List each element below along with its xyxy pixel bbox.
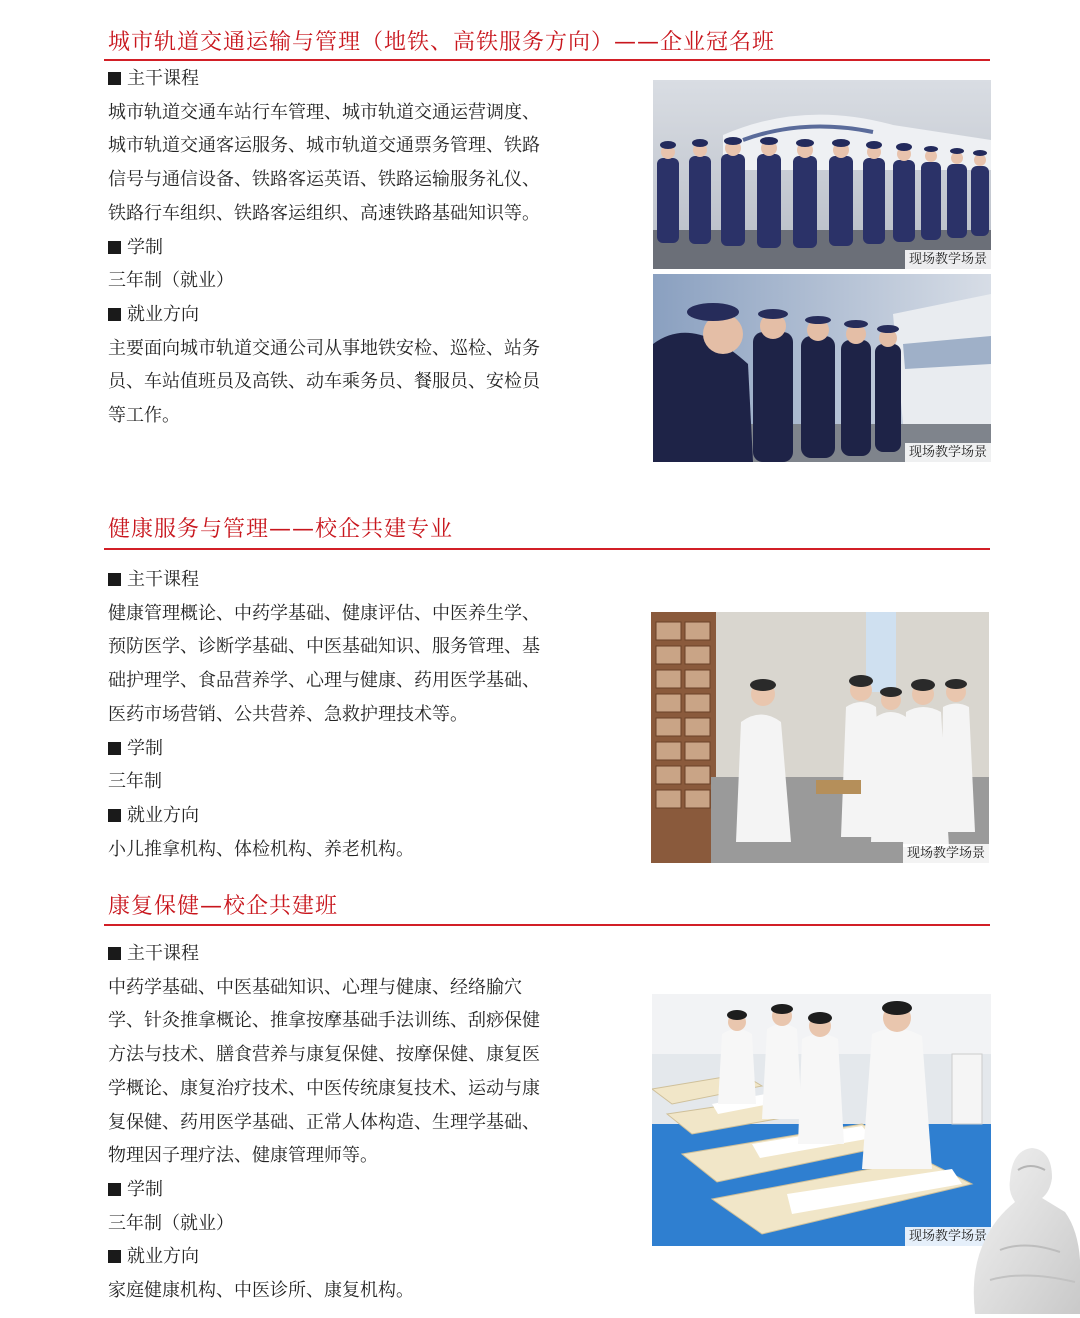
course-heading: 主干课程 <box>108 563 548 597</box>
section-divider <box>104 548 990 550</box>
career-text: 主要面向城市轨道交通公司从事地铁安检、巡检、站务员、车站值班员及高铁、动车乘务员、餐服员、安检员等工作。 <box>108 337 540 427</box>
duration-heading: 学制 <box>108 732 548 766</box>
course-list: 城市轨道交通车站行车管理、城市轨道交通运营调度、城市轨道交通客运服务、城市轨道交通票务管理、铁路信号与通信设备、铁路客运英语、铁路运输服务礼仪、铁路行车组织、铁路客运组织、高速铁路基础知识等。 <box>108 101 540 224</box>
duration-heading: 学制 <box>108 231 548 265</box>
section-title: 康复保健—校企共建班 <box>108 894 339 919</box>
career-heading: 就业方向 <box>108 799 548 833</box>
photo-caption: 现场教学场景 <box>905 250 991 269</box>
section-body <box>108 62 548 433</box>
course-heading: 主干课程 <box>108 937 548 971</box>
section-body <box>108 563 548 866</box>
career-heading: 就业方向 <box>108 1240 548 1274</box>
career-text: 家庭健康机构、中医诊所、康复机构。 <box>108 1280 414 1302</box>
photo-caption: 现场教学场景 <box>905 443 991 462</box>
photo-rail-salute <box>653 80 991 269</box>
photo-pharmacy <box>651 612 989 863</box>
career-heading: 就业方向 <box>108 298 548 332</box>
photo-massage-class <box>652 994 991 1246</box>
statue-decoration <box>970 1140 1080 1314</box>
section-divider <box>104 924 990 926</box>
course-heading: 主干课程 <box>108 62 548 96</box>
course-list: 健康管理概论、中药学基础、健康评估、中医养生学、预防医学、诊断学基础、中医基础知识、服务管理、基础护理学、食品营养学、心理与健康、药用医学基础、医药市场营销、公共营养、急救护理技术等。 <box>108 602 540 725</box>
course-list: 中药学基础、中医基础知识、心理与健康、经络腧穴学、针灸推拿概论、推拿按摩基础手法训练、刮痧保健方法与技术、膳食营养与康复保健、按摩保健、康复医学概论、康复治疗技术、中医传统康复技术、运动与康复保健、药用医学基础、正常人体构造、生理学基础、物理因子理疗法、健康管理师等。 <box>108 976 540 1167</box>
section-divider <box>104 59 990 61</box>
duration-value: 三年制（就业） <box>108 1212 234 1234</box>
photo-rail-platform <box>653 274 991 462</box>
duration-value: 三年制（就业） <box>108 270 234 292</box>
duration-value: 三年制 <box>108 771 162 793</box>
photo-caption: 现场教学场景 <box>903 844 989 863</box>
career-text: 小儿推拿机构、体检机构、养老机构。 <box>108 838 414 860</box>
section-title: 健康服务与管理——校企共建专业 <box>108 517 454 542</box>
duration-heading: 学制 <box>108 1173 548 1207</box>
section-title: 城市轨道交通运输与管理（地铁、高铁服务方向）——企业冠名班 <box>108 30 776 55</box>
photo-caption: 现场教学场景 <box>905 1227 991 1246</box>
section-body <box>108 937 548 1308</box>
